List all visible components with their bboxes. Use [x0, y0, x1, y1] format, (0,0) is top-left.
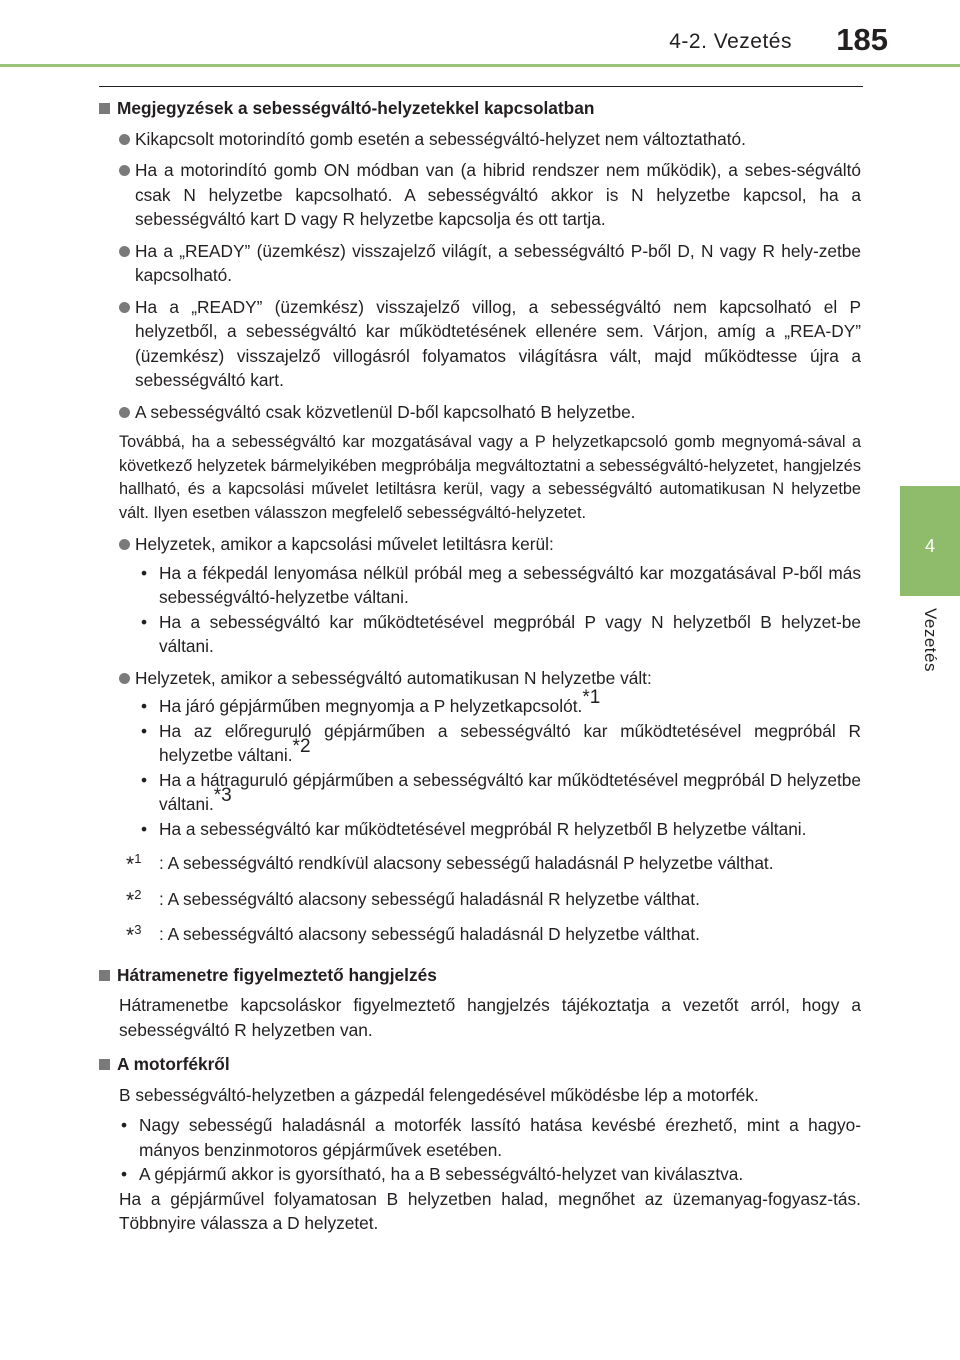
- footnote-ref: *2: [292, 736, 311, 758]
- page-header: [0, 0, 960, 70]
- footnote-number: 1: [134, 851, 142, 866]
- paragraph: Helyzetek, amikor a kapcsolási művelet letiltásra kerül:: [135, 534, 554, 554]
- footnote-mark: [126, 918, 141, 949]
- bullet-mark: •: [141, 611, 148, 632]
- paragraph: Kikapcsolt motorindító gomb esetén a sebességváltó-helyzet nem változtatható.: [135, 128, 746, 149]
- sub-bullet-text: Ha a sebességváltó kar működtetésével megpróbál P vagy N helyzetből B helyzet-be váltani.: [159, 611, 861, 656]
- sub-bullet: [99, 1162, 861, 1187]
- paragraph: Ha a „READY” (üzemkész) visszajelző villog, a sebességváltó nem kapcsolható el P helyzetből, a sebességváltó kar működtetésének ellenére sem. Várjon, amíg a „REA-DY” (üzemkész) visszajelző villogásról folyamatos világításra vált, majd működtesse újra a sebességváltó kart.: [135, 296, 861, 390]
- footnote-ref: *1: [582, 687, 601, 709]
- bullet-mark: •: [141, 720, 148, 741]
- sub-bullet: [99, 610, 861, 659]
- bullet-dot-icon: [119, 246, 130, 257]
- chapter-label-container: [900, 608, 960, 728]
- paragraph: B sebességváltó-helyzetben a gázpedál felengedésével működésbe lép a motorfék.: [119, 1084, 759, 1105]
- list-item: [99, 400, 861, 425]
- footnote-star: *: [126, 924, 135, 947]
- bullet-dot-icon: [119, 407, 130, 418]
- sub-bullet: [99, 817, 861, 842]
- heading-reverse-warning: Hátramenetre figyelmeztető hangjelzés: [99, 963, 861, 988]
- paragraph-continuation: Továbbá, ha a sebességváltó kar mozgatásával vagy a P helyzetkapcsoló gomb megnyomá-sával a következő helyzetek bármelyikében megpróbálja megváltoztatni a sebességváltó-helyzetet, hangjelzés hallható, és a kapcsolási művelet letiltásra kerül, vagy a sebességváltó automatikusan N helyzetbe vált. Ilyen esetben válasszon megfelelő sebességváltó-helyzetet.: [119, 433, 861, 522]
- chapter-label: Vezetés: [921, 608, 940, 672]
- bullet-dot-icon: [119, 302, 130, 313]
- footnote-mark: [126, 883, 141, 914]
- bullet-mark: •: [141, 696, 148, 716]
- section-title: 4-2. Vezetés: [669, 30, 792, 53]
- list-item: [99, 239, 861, 288]
- heading-engine-brake: A motorfékről: [99, 1052, 861, 1077]
- sub-bullet-text: Ha az előreguruló gépjárműben a sebességváltó kar működtetésével megpróbál R helyzetbe váltani.: [159, 720, 861, 765]
- footnote: [99, 887, 861, 912]
- footnote-number: 3: [134, 922, 142, 937]
- paragraph: Helyzetek, amikor a sebességváltó automatikusan N helyzetbe vált:: [135, 667, 652, 688]
- bullet-dot-icon: [119, 165, 130, 176]
- bullet-mark: •: [121, 1115, 128, 1135]
- chapter-number: 4: [924, 536, 935, 556]
- sub-bullet-text: Ha a hátraguruló gépjárműben a sebességváltó kar működtetésével megpróbál D helyzetbe váltani.: [159, 769, 861, 814]
- bullet-mark: •: [141, 562, 148, 583]
- sub-bullet-text: A gépjármű akkor is gyorsítható, ha a B sebességváltó-helyzet van kiválasztva.: [139, 1164, 744, 1184]
- page-number: 185: [836, 22, 888, 57]
- bullet-dot-icon: [119, 673, 130, 684]
- sub-bullet: [99, 561, 861, 610]
- list-item: [99, 158, 861, 232]
- footnote-star: *: [126, 888, 135, 912]
- footnote-text: : A sebességváltó alacsony sebességű haladásnál D helyzetbe válthat.: [159, 924, 700, 944]
- bullet-mark: •: [121, 1164, 128, 1184]
- list-item: [99, 127, 861, 152]
- sub-bullet: [99, 1113, 861, 1162]
- bullet-dot-icon: [119, 134, 130, 145]
- footnote-star: *: [126, 853, 135, 876]
- section-rule: [99, 86, 863, 87]
- chapter-tab: [900, 486, 960, 596]
- footnote: [99, 851, 861, 876]
- bullet-mark: •: [141, 818, 148, 839]
- page-content: [99, 96, 861, 1243]
- footnote-number: 2: [134, 886, 142, 902]
- paragraph: Hátramenetbe kapcsoláskor figyelmeztető hangjelzés tájékoztatja a vezetőt arról, hogy a sebességváltó R helyzetben van.: [119, 995, 861, 1040]
- bullet-dot-icon: [119, 539, 130, 550]
- list-item: [99, 295, 861, 393]
- header-rule: [0, 64, 960, 67]
- sub-bullet-text: Ha a sebességváltó kar működtetésével megpróbál R helyzetből B helyzetbe váltani.: [159, 818, 807, 839]
- heading-gear-notes: Megjegyzések a sebességváltó-helyzetekkel kapcsolatban: [99, 96, 861, 121]
- sub-bullet: [99, 719, 861, 768]
- paragraph: Ha a gépjárművel folyamatosan B helyzetben halad, megnőhet az üzemanyag-fogyasz-tás. Többnyire válassza a D helyzetet.: [119, 1188, 861, 1233]
- bullet-mark: •: [141, 769, 148, 790]
- sub-bullet: [99, 687, 861, 719]
- sub-bullet: [99, 768, 861, 817]
- sub-bullet-text: Nagy sebességű haladásnál a motorfék lassító hatása kevésbé érezhető, mint a hagyo-mányos benzinmotoros gépjárművek esetében.: [139, 1115, 861, 1160]
- paragraph: Ha a motorindító gomb ON módban van (a hibrid rendszer nem működik), a sebes-ségváltó csak N helyzetbe kapcsolható. A sebességváltó akkor is N helyzetbe kapcsol, ha a sebességváltó kart D vagy R helyzetbe kapcsolja és ott tartja.: [135, 160, 861, 229]
- footnote-text: : A sebességváltó rendkívül alacsony sebességű haladásnál P helyzetbe válthat.: [159, 853, 774, 873]
- footnote-ref: *3: [213, 785, 232, 807]
- list-item: [99, 666, 861, 691]
- footnote-mark: [126, 847, 141, 878]
- sub-bullet-text: Ha járó gépjárműben megnyomja a P helyzetkapcsolót.: [159, 696, 583, 716]
- list-item: [99, 532, 861, 557]
- footnote-text: : A sebességváltó alacsony sebességű haladásnál R helyzetbe válthat.: [159, 888, 700, 909]
- paragraph: Ha a „READY” (üzemkész) visszajelző világít, a sebességváltó P-ből D, N vagy R hely-zetbe kapcsolható.: [135, 240, 861, 285]
- paragraph: A sebességváltó csak közvetlenül D-ből kapcsolható B helyzetbe.: [135, 401, 636, 422]
- sub-bullet-text: Ha a fékpedál lenyomása nélkül próbál meg a sebességváltó kar mozgatásával P-ből más sebességváltó-helyzetbe váltani.: [159, 562, 861, 607]
- footnote: [99, 922, 861, 947]
